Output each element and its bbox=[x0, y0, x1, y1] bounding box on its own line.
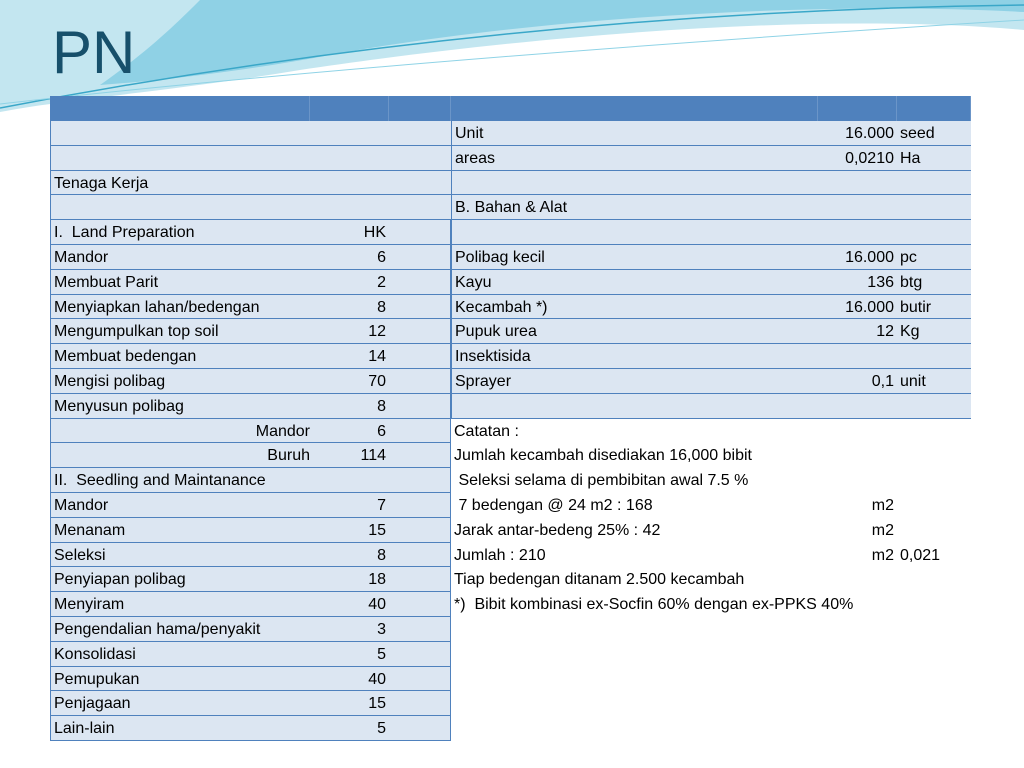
cell-e: 0,1 bbox=[818, 369, 897, 394]
cell-d: B. Bahan & Alat bbox=[451, 195, 818, 220]
cell-e: 0,0210 bbox=[818, 146, 897, 171]
cell-e: 16.000 bbox=[818, 245, 897, 270]
cell-d: Sprayer bbox=[451, 369, 818, 394]
table-row bbox=[50, 716, 971, 741]
cell-a: Menyiram bbox=[50, 592, 310, 617]
cell-e bbox=[818, 642, 897, 667]
cell-a: Mengumpulkan top soil bbox=[50, 319, 310, 344]
cell-e bbox=[818, 468, 897, 493]
cell-b: 114 bbox=[310, 443, 451, 468]
table-row bbox=[50, 270, 971, 295]
table-row bbox=[50, 369, 971, 394]
table-header-row bbox=[50, 96, 971, 121]
cell-e: m2 bbox=[871, 546, 894, 564]
cell-a: I. Land Preparation bbox=[50, 220, 310, 245]
cell-f: Kg bbox=[897, 319, 971, 344]
table-row bbox=[50, 121, 971, 146]
cell-d: Pupuk urea bbox=[451, 319, 818, 344]
header-cell bbox=[818, 96, 897, 121]
cell-e bbox=[818, 617, 897, 642]
cell-b: 8 bbox=[310, 543, 451, 568]
cell-d: *) Bibit kombinasi ex-Socfin 60% dengan ex-PPKS 40% bbox=[454, 596, 854, 614]
cell-e: m2 bbox=[871, 497, 894, 514]
cell-f: unit bbox=[897, 369, 971, 394]
cell-d bbox=[451, 642, 818, 667]
cell-e bbox=[818, 344, 897, 369]
cell-f bbox=[897, 220, 971, 245]
cell-f bbox=[897, 394, 971, 419]
cell-e bbox=[818, 592, 897, 617]
table-row bbox=[50, 295, 971, 320]
cell-f bbox=[897, 518, 971, 543]
cell-f bbox=[897, 443, 971, 468]
cell-f bbox=[897, 592, 971, 617]
slide-title: PN bbox=[52, 19, 136, 86]
cell-f bbox=[897, 195, 971, 220]
cell-b bbox=[310, 195, 451, 220]
cell-a: II. Seedling and Maintanance bbox=[50, 468, 310, 493]
cell-f bbox=[897, 419, 971, 444]
cell-b bbox=[310, 121, 451, 146]
cell-b: 7 bbox=[310, 493, 451, 518]
cell-f bbox=[897, 567, 971, 592]
cell-a: Mandor bbox=[50, 419, 312, 444]
cell-e bbox=[818, 691, 897, 716]
cell-b: 6 bbox=[310, 245, 451, 270]
cell-e: 16.000 bbox=[818, 121, 897, 146]
cell-b: 2 bbox=[310, 270, 451, 295]
cell-b: 15 bbox=[310, 691, 451, 716]
table-row bbox=[50, 245, 971, 270]
table-row bbox=[50, 195, 971, 220]
cell-f: btg bbox=[897, 270, 971, 295]
cell-a: Membuat bedengan bbox=[50, 344, 310, 369]
cell-f: seed bbox=[897, 121, 971, 146]
cell-d bbox=[451, 667, 818, 692]
cell-e bbox=[818, 220, 897, 245]
cell-d bbox=[451, 716, 818, 741]
cell-f: pc bbox=[897, 245, 971, 270]
cell-b: 14 bbox=[310, 344, 451, 369]
cell-f bbox=[897, 171, 971, 196]
cell-a: Membuat Parit bbox=[50, 270, 310, 295]
cell-f bbox=[897, 617, 971, 642]
cell-d bbox=[451, 220, 818, 245]
cell-d: Catatan : bbox=[454, 422, 519, 440]
cell-e: 16.000 bbox=[818, 295, 897, 320]
table-row bbox=[50, 567, 971, 592]
cell-b bbox=[310, 171, 451, 196]
cell-d: areas bbox=[451, 146, 818, 171]
cell-a bbox=[50, 146, 310, 171]
table-row bbox=[50, 171, 971, 196]
cell-f: 0,021 bbox=[900, 546, 941, 564]
cell-a: Pemupukan bbox=[50, 667, 310, 692]
table-row bbox=[50, 319, 971, 344]
cell-e: 136 bbox=[818, 270, 897, 295]
table-row bbox=[50, 419, 971, 444]
header-cell bbox=[389, 96, 451, 121]
table-row bbox=[50, 220, 971, 245]
header-cell bbox=[310, 96, 389, 121]
cell-b bbox=[310, 146, 451, 171]
cell-b: 40 bbox=[310, 667, 451, 692]
table-row bbox=[50, 518, 971, 543]
table-row bbox=[50, 617, 971, 642]
cell-e bbox=[818, 443, 897, 468]
cell-d: Kecambah *) bbox=[451, 295, 818, 320]
cell-e bbox=[818, 394, 897, 419]
table-row bbox=[50, 543, 971, 568]
cell-b: 70 bbox=[310, 369, 451, 394]
cell-a: Lain-lain bbox=[50, 716, 310, 741]
cell-d: Tiap bedengan ditanam 2.500 kecambah bbox=[454, 571, 745, 589]
cell-f: butir bbox=[897, 295, 971, 320]
cell-d: Kayu bbox=[451, 270, 818, 295]
cell-f bbox=[897, 468, 971, 493]
cell-b: 5 bbox=[310, 642, 451, 667]
cell-b: 40 bbox=[310, 592, 451, 617]
cell-f bbox=[897, 716, 971, 741]
cell-e bbox=[818, 667, 897, 692]
table-row bbox=[50, 592, 971, 617]
cell-d bbox=[451, 617, 818, 642]
table-row bbox=[50, 468, 971, 493]
cell-d bbox=[451, 171, 818, 196]
header-cell bbox=[897, 96, 971, 121]
table-row bbox=[50, 146, 971, 171]
cell-f bbox=[897, 667, 971, 692]
cell-a: Menyusun polibag bbox=[50, 394, 310, 419]
cell-d: Jarak antar-bedeng 25% : 42 bbox=[454, 521, 661, 539]
cell-a bbox=[50, 195, 310, 220]
cell-a: Konsolidasi bbox=[50, 642, 310, 667]
cell-d: Jumlah kecambah disediakan 16,000 bibit bbox=[454, 447, 752, 465]
cell-e bbox=[818, 419, 897, 444]
cell-a: Tenaga Kerja bbox=[50, 171, 310, 196]
cell-d: Seleksi selama di pembibitan awal 7.5 % bbox=[454, 472, 749, 490]
cell-e bbox=[818, 567, 897, 592]
cell-a: Pengendalian hama/penyakit bbox=[50, 617, 310, 642]
cell-a: Mandor bbox=[50, 245, 310, 270]
cell-a: Penyiapan polibag bbox=[50, 567, 310, 592]
cell-a: Mandor bbox=[50, 493, 310, 518]
cell-b: 18 bbox=[310, 567, 451, 592]
table-row bbox=[50, 667, 971, 692]
cell-b: 6 bbox=[310, 419, 451, 444]
cell-d: Unit bbox=[451, 121, 818, 146]
cell-d: 7 bedengan @ 24 m2 : 168 bbox=[454, 497, 653, 514]
cell-d: Jumlah : 210 bbox=[454, 546, 546, 564]
cell-d bbox=[451, 691, 818, 716]
header-cell bbox=[50, 96, 310, 121]
cell-b: 15 bbox=[310, 518, 451, 543]
cell-b: 5 bbox=[310, 716, 451, 741]
cell-b: 12 bbox=[310, 319, 451, 344]
cell-f bbox=[897, 642, 971, 667]
cell-a: Seleksi bbox=[50, 543, 310, 568]
cell-f bbox=[897, 493, 971, 518]
table-row bbox=[50, 394, 971, 419]
cell-a bbox=[50, 121, 310, 146]
cell-f: Ha bbox=[897, 146, 971, 171]
cell-e: 12 bbox=[818, 319, 897, 344]
cell-d bbox=[451, 394, 818, 419]
cell-e bbox=[818, 716, 897, 741]
table-row bbox=[50, 443, 971, 468]
cell-a: Buruh bbox=[50, 443, 312, 468]
cell-a: Mengisi polibag bbox=[50, 369, 310, 394]
cell-a: Menanam bbox=[50, 518, 310, 543]
cell-a: Menyiapkan lahan/bedengan bbox=[50, 295, 310, 320]
table-row bbox=[50, 344, 971, 369]
cell-f bbox=[897, 344, 971, 369]
cell-d: Polibag kecil bbox=[451, 245, 818, 270]
table-row bbox=[50, 493, 971, 518]
cell-b: 3 bbox=[310, 617, 451, 642]
cell-d: Insektisida bbox=[451, 344, 818, 369]
cell-f bbox=[897, 691, 971, 716]
cell-b bbox=[310, 468, 451, 493]
cell-b: HK bbox=[310, 220, 451, 245]
cell-a: Penjagaan bbox=[50, 691, 310, 716]
cell-b: 8 bbox=[310, 295, 451, 320]
cell-e bbox=[818, 171, 897, 196]
table-row bbox=[50, 642, 971, 667]
table-row bbox=[50, 691, 971, 716]
cell-e: m2 bbox=[871, 521, 894, 539]
header-cell bbox=[451, 96, 818, 121]
cell-b: 8 bbox=[310, 394, 451, 419]
cell-e bbox=[818, 195, 897, 220]
